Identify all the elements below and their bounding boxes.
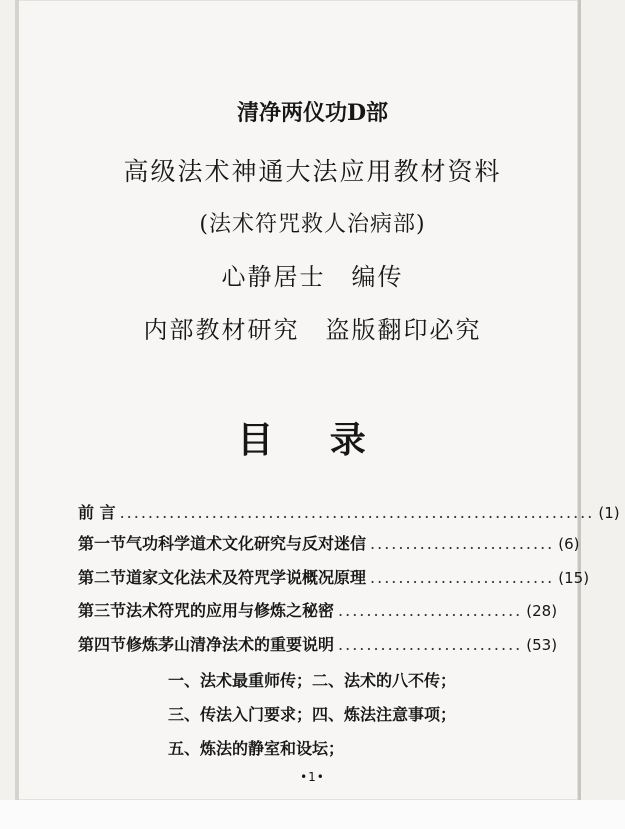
toc-section-label: 第二节 [78,568,127,587]
page-number: •1• [300,770,325,784]
toc-leader-dots: .......................... [370,534,555,553]
toc-section-label: 第三节 [78,601,127,620]
toc-entry-title: 气功科学道术文化研究与反对迷信 [126,534,367,553]
toc-entry-section-1 [78,531,580,557]
toc-entry-title: 道家文化法术及符咒学说概况原理 [126,568,367,587]
page-bottom-margin [0,800,625,829]
book-subtitle: (法术符咒救人治病部) [199,212,426,237]
toc-entry-title: 修炼茅山清净法术的重要说明 [126,635,335,654]
toc-entry-title: 法术符咒的应用与修炼之秘密 [126,601,335,620]
toc-sub-item: 三、传法入门要求；四、炼法注意事项； [168,705,457,724]
toc-section-label: 第四节 [78,635,127,654]
toc-page-number: (15) [558,569,590,587]
author-line: 心静居士 编传 [221,263,404,291]
toc-leader-dots: .......................... [370,568,555,587]
toc-sub-item: 一、法术最重师传；二、法术的八不传； [168,671,457,690]
toc-page-number: (53) [526,636,558,654]
book-series-title: 清净两仪功D部 [236,100,389,126]
toc-entry-section-2 [78,565,590,591]
toc-page-number: (6) [558,535,580,553]
toc-sub-item: 五、炼法的静室和设坛； [168,739,345,758]
toc-leader-dots: ................................................................... [119,503,595,522]
toc-entry-preface [78,500,620,526]
toc-page-number: (28) [526,602,558,620]
book-main-title: 高级法术神通大法应用教材资料 [123,157,502,186]
toc-leader-dots: .......................... [338,635,523,654]
toc-entry-section-4 [78,632,558,658]
toc-leader-dots: .......................... [338,601,523,620]
toc-entry-section-3 [78,598,558,624]
toc-section-label: 前 言 [78,503,116,522]
toc-heading: 目 录 [237,419,388,461]
copyright-notice: 内部教材研究 盗版翻印必究 [143,316,482,344]
toc-section-label: 第一节 [78,534,127,553]
toc-page-number: (1) [598,504,620,522]
